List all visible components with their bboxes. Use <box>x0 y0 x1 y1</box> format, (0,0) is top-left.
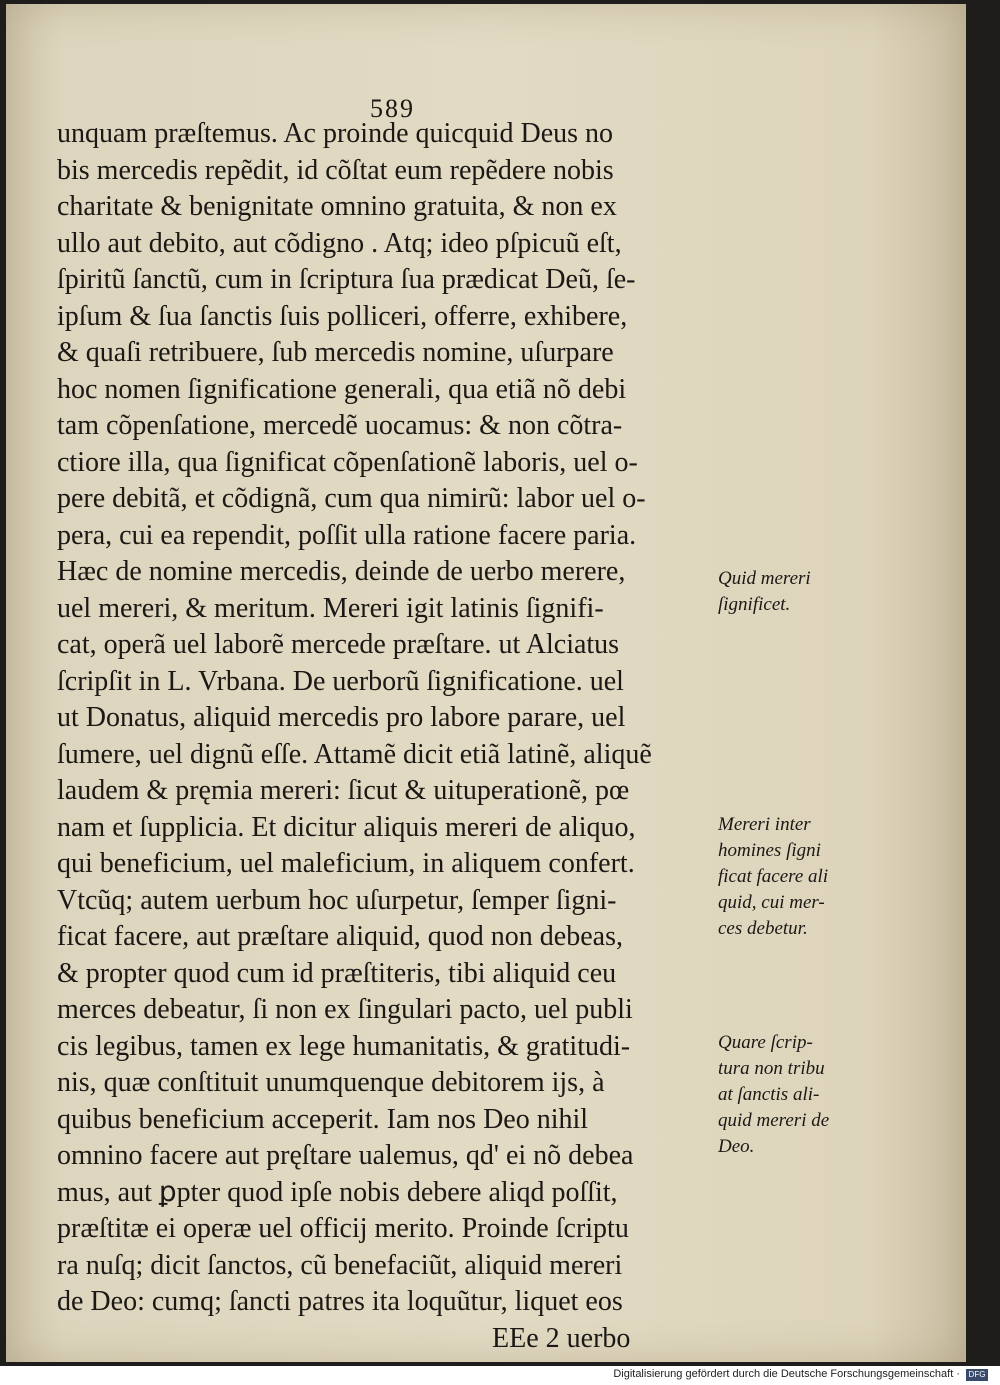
text-line: ſcripſit in L. Vrbana. De uerborũ ſignificatione. uel <box>57 665 624 697</box>
text-line: qui beneficium, uel maleficium, in aliquem confert. <box>57 848 635 879</box>
catchword: EEe 2 uerbo <box>492 1322 631 1354</box>
marginal-note-line: Quare ſcrip- <box>718 1032 813 1053</box>
text-line: unquam præſtemus. Ac proinde quicquid Deus no <box>57 118 614 149</box>
text-line: bis mercedis repẽdit, id cõſtat eum repẽdere nobis <box>57 154 614 186</box>
text-line: nam et ſupplicia. Et dicitur aliquis mereri de aliquo, <box>57 811 636 843</box>
text-line: merces debeatur, ſi non ex ſingulari pacto, uel publi <box>57 994 633 1025</box>
marginal-note-line: quid mereri de <box>718 1110 830 1131</box>
text-line: quibus beneficium acceperit. Iam nos Deo nihil <box>57 1103 589 1135</box>
marginal-note-line: quid, cui mer- <box>718 892 825 913</box>
text-line: præſtitæ ei operæ uel officij merito. Proinde ſcriptu <box>57 1213 629 1244</box>
text-line: laudem & pręmia mereri: ſicut & uituperationẽ, pœ <box>57 775 630 806</box>
marginal-note-line: Mereri inter <box>718 814 811 835</box>
text-line: Vtcũq; autem uerbum hoc uſurpetur, ſemper ſigni- <box>57 884 617 916</box>
marginal-note-line: at ſanctis ali- <box>718 1084 820 1105</box>
text-line: de Deo: cumq; ſancti patres ita loquũtur, liquet eos <box>57 1286 623 1317</box>
marginal-note <box>718 566 868 618</box>
text-line: omnino facere aut pręſtare ualemus, qd' ei nõ debea <box>57 1140 634 1171</box>
text-line: ſumere, uel dignũ eſſe. Attamẽ dicit etiã latinẽ, aliquẽ <box>57 738 652 770</box>
text-line: ſpiritũ ſanctũ, cum in ſcriptura ſua prædicat Deũ, ſe- <box>57 264 636 295</box>
dfg-logo-icon: DFG <box>966 1369 988 1381</box>
body-text <box>57 116 727 1357</box>
text-line: hoc nomen ſignificatione generali, qua etiã nõ debi <box>57 373 627 405</box>
funding-footer <box>0 1366 1000 1385</box>
marginal-note-line: ces debetur. <box>718 918 808 939</box>
text-line: mus, aut ꝑpter quod ipſe nobis debere aliqd poſſit, <box>57 1176 618 1208</box>
text-line: nis, quæ conſtituit unumquenque debitorem ijs, à <box>57 1067 605 1098</box>
text-line: & quaſi retribuere, ſub mercedis nomine, uſurpare <box>57 337 614 368</box>
text-line: ullo aut debito, aut cõdigno . Atq; ideo pſpicuũ eſt, <box>57 227 622 259</box>
marginal-note <box>718 1030 868 1160</box>
marginal-note-line: Deo. <box>718 1136 755 1157</box>
text-line: charitate & benignitate omnino gratuita, & non ex <box>57 191 617 222</box>
text-line: ipſum & ſua ſanctis ſuis polliceri, offerre, exhibere, <box>57 300 628 332</box>
marginal-note-line: ſignificet. <box>718 594 791 615</box>
text-line: & propter quod cum id præſtiteris, tibi aliquid ceu <box>57 957 617 989</box>
page-number: 589 <box>370 94 415 123</box>
marginal-note-line: Quid mereri <box>718 568 811 589</box>
text-line: cat, operã uel laborẽ mercede præſtare. ut Alciatus <box>57 629 620 660</box>
marginal-note <box>718 812 868 942</box>
text-line: ctiore illa, qua ſignificat cõpenſationẽ laboris, uel o- <box>57 446 638 478</box>
funding-credit: Digitalisierung gefördert durch die Deutsche Forschungsgemeinschaft · <box>613 1368 960 1380</box>
text-line: tam cõpenſatione, mercedẽ uocamus: & non cõtra- <box>57 410 623 441</box>
marginal-note-line: tura non tribu <box>718 1058 825 1079</box>
text-line: ficat facere, aut præſtare aliquid, quod non debeas, <box>57 921 623 952</box>
text-line: Hæc de nomine mercedis, deinde de uerbo merere, <box>57 556 626 587</box>
text-line: uel mereri, & meritum. Mereri igit latinis ſignifi- <box>57 592 604 624</box>
marginal-note-line: ficat facere ali <box>718 866 829 887</box>
text-line: pera, cui ea rependit, poſſit ulla ratione facere paria. <box>57 519 637 551</box>
book-page <box>6 4 966 1362</box>
text-line: cis legibus, tamen ex lege humanitatis, & gratitudi- <box>57 1030 631 1062</box>
marginal-note-line: homines ſigni <box>718 840 821 861</box>
text-line: ut Donatus, aliquid mercedis pro labore parare, uel <box>57 702 626 733</box>
text-line: ra nuſq; dicit ſanctos, cũ benefaciũt, aliquid mereri <box>57 1249 623 1281</box>
text-line: pere debitã, et cõdignã, cum qua nimirũ: labor uel o- <box>57 483 646 514</box>
